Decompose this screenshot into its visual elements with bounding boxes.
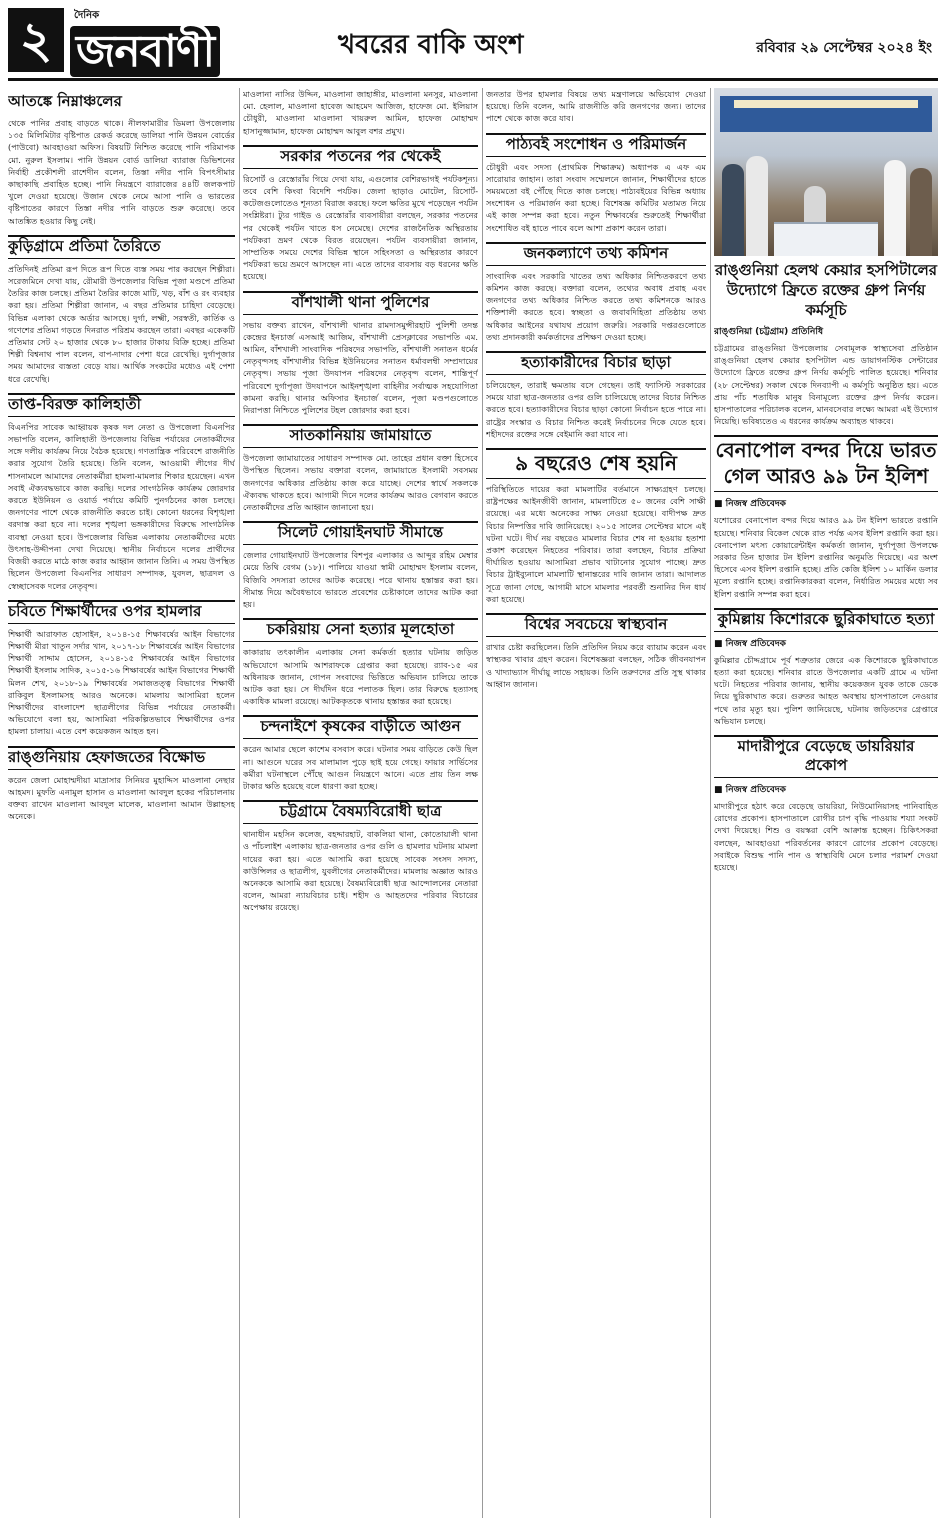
article-body: পরিস্থিতিতে দায়ের করা মামলাটির বর্তমানে সাক্ষ্যগ্রহণ চলছে। রাষ্ট্রপক্ষের আইনজীবী জানান, মামলাটিতে ৫০ জনের বেশি সাক্ষী রয়েছে। এর মধ্যে অনেকের সাক্ষ্য নেওয়া হয়েছে। বাদীপক্ষ দ্রুত বিচার নিষ্পত্তির দাবি জানিয়েছে। ২০১৫ সালের সেপ্টেম্বর মাসে এই ঘটনা ঘটে। দীর্ঘ নয় বছরেও মামলার বিচার শেষ না হওয়ায় হতাশা প্রকাশ করেছেন নিহতের পরিবার। তারা বলছেন, বিচার প্রক্রিয়া দীর্ঘায়িত হওয়ায় আসামিরা প্রভাব খাটানোর সুযোগ পাচ্ছে। দ্রুত বিচার ট্রাইব্যুনালে মামলাটি স্থানান্তরের দাবি জানান তারা। আদালত সূত্রে জানা গেছে, আগামী মাসে মামলার পরবর্তী শুনানির দিন ধার্য করা হয়েছে। [486, 484, 706, 604]
article-body: সভায় বক্তব্য রাখেন, বাঁশখালী থানার রামদাসমুন্সীরহাট পুলিশী তদন্ত কেন্দ্রের ইনচার্জ এসআই আজিম, বাঁশখালী প্রেসক্লাবের সভাপতি এম. আমিন, বাঁশখালী সাংবাদিক পরিষদের সভাপতি, বাঁশখালী সনাতন ধর্মের নেতৃবৃন্দসহ বাঁশখালীর বিভিন্ন ইউনিয়নের সনাতন ধর্মাবলম্বী সম্প্রদায়ের নেতৃবৃন্দ। সভায় পূজা উদযাপন পরিষদের নেতৃবৃন্দ বলেন, শান্তিপূর্ণ পরিবেশে দুর্গাপূজা উদযাপনে আইনশৃঙ্খলা বাহিনীর সর্বাত্মক সহযোগিতা কামনা করছি। থানার অফিসার ইনচার্জ বলেন, পূজা মণ্ডপগুলোতে নিরাপত্তা নিশ্চিতে পুলিশের টহল জোরদার করা হবে। [243, 319, 478, 416]
column-4 [714, 88, 938, 1520]
article [8, 393, 235, 592]
article-body: জেলার গোয়াইনঘাট উপজেলার বিশপুর এলাকার ও আব্দুর রহিম মেম্বার মেয়ে তিথি বেগম (১৮)। পালিয়ে যাওয়া স্বামী মোহাম্মদ ইসলাম বলেন, বিজিবি সদস্যরা তাদের আটক করেছে। পরে থানায় হস্তান্তর করা হয়। সীমান্ত দিয়ে অবৈধভাবে ভারতে প্রবেশের চেষ্টাকালে তাদের আটক করা হয়। [243, 550, 478, 610]
article-body: বিএনপির সাবেক আহ্বায়ক কৃষক দল নেতা ও উপজেলা বিএনপির সভাপতি বলেন, কালিহাতী উপজেলায় বিভিন্ন পর্যায়ের নেতাকর্মীদের সঙ্গে দলীয় কার্যক্রম নিয়ে বৈঠক হয়েছে। গণতান্ত্রিক পরিবেশে রাজনীতি করার সুযোগ তৈরি হয়েছে। তিনি বলেন, আওয়ামী লীগের দীর্ঘ শাসনামলে আমাদের নেতাকর্মীরা হামলা-মামলার শিকার হয়েছেন। এখন সবাই ঐক্যবদ্ধভাবে কাজ করছি। দলের সাংগঠনিক কার্যক্রম জোরদার করতে ইউনিয়ন ও ওয়ার্ড পর্যায়ে কমিটি পুনর্গঠনের কাজ চলছে। জনগণের পাশে থেকে রাজনীতি করতে চাই। কোনো ধরনের বিশৃঙ্খলা বরদাস্ত করা হবে না। দলের শৃঙ্খলা ভঙ্গকারীদের বিরুদ্ধে সাংগঠনিক ব্যবস্থা নেওয়া হবে। উপজেলার বিভিন্ন এলাকায় নেতাকর্মীদের মধ্যে উৎসাহ-উদ্দীপনা দেখা দিয়েছে। স্থানীয় নির্বাচনে দলের প্রার্থীদের বিজয়ী করতে মাঠে কাজ করার আহ্বান জানান তিনি। এ সময় উপস্থিত ছিলেন উপজেলা বিএনপির সাধারণ সম্পাদক, যুবদল, ছাত্রদল ও স্বেচ্ছাসেবক দলের নেতৃবৃন্দ। [8, 421, 235, 591]
article-title: কুড়িগ্রামে প্রতিমা তৈরিতে [8, 235, 235, 259]
article [243, 145, 478, 283]
article-title: চট্টগ্রামে বৈষম্যবিরোধী ছাত্র [243, 800, 478, 824]
article-title: পাঠ্যবই সংশোধন ও পরিমার্জন [486, 133, 706, 157]
article-body: করেন জেলা মোহাম্মদীয়া মাদ্রাসার সিনিয়র মুহাদ্দিস মাওলানা নেছার আহমদ। মুফতি এনামুল হাসান ও মাওলানা আবদুল হকের পরিচালনায় বক্তব্য রাখেন মাওলানা আবদুল মালেক, মাওলানা আমান উল্লাহসহ অনেকে। [8, 774, 235, 822]
article-title: মাদারীপুরে বেড়েছে ডায়রিয়ার প্রকোপ [714, 735, 938, 778]
article [8, 92, 235, 227]
article [243, 800, 478, 913]
column-2 [243, 88, 478, 1520]
news-photo [714, 88, 938, 256]
article-body: চৌধুরী এবং সদস্য (প্রাথমিক শিক্ষাক্রম) অধ্যাপক এ এফ এম সারোয়ার জাহান। তারা সংবাদ সম্মেলনে জানান, শিক্ষার্থীদের হাতে সময়মতো বই পৌঁছে দিতে কাজ চলছে। পাঠ্যবইয়ের বিভিন্ন অধ্যায় সংশোধন ও পরিমার্জন করা হচ্ছে। বিশেষজ্ঞ কমিটির মতামত নিয়ে এই কাজ সম্পন্ন করা হবে। নতুন শিক্ষাবর্ষের শুরুতেই শিক্ষার্থীরা সংশোধিত বই হাতে পাবে বলে আশা প্রকাশ করেন তারা। [486, 161, 706, 233]
article-body: কাকারায় তৎকালীন এলাকায় সেনা কর্মকর্তা হত্যার ঘটনায় জড়িত অভিযোগে আসামি আশরাফকে গ্রেপ্তার করা হয়েছে। র‍্যাব-১৫ এর অধিনায়ক জানান, গোপন সংবাদের ভিত্তিতে অভিযান চালিয়ে তাকে আটক করা হয়। সে দীর্ঘদিন ধরে পলাতক ছিল। তার বিরুদ্ধে হত্যাসহ একাধিক মামলা রয়েছে। আটককৃতকে থানায় হস্তান্তর করা হয়েছে। [243, 647, 478, 707]
article [486, 351, 706, 440]
column-3 [486, 88, 706, 1520]
photo-caption: রাঙ্গুনিয়া হেলথ কেয়ার হসপিটালের উদ্যোগে ফ্রিতে রক্তের গ্রুপ নির্ণয় কর্মসূচি [714, 261, 938, 319]
article-title: আতঙ্কে নিম্নাঞ্চলের [8, 92, 122, 110]
dateline: রবিবার ২৯ সেপ্টেম্বর ২০২৪ ইং [756, 40, 932, 56]
byline: ■ নিজস্ব প্রতিবেদক [714, 638, 786, 649]
article [714, 435, 938, 599]
article [243, 521, 478, 610]
article [486, 133, 706, 234]
article [8, 235, 235, 385]
article [243, 424, 478, 513]
photo-banner-stripe [734, 100, 918, 108]
article [243, 291, 478, 417]
section-title: খবরের বাকি অংশ [338, 30, 524, 60]
column-1 [8, 88, 235, 1520]
article-body: চলিয়েছেন, তারাই ক্ষমতায় বসে গেছেন। তাই ফ্যাসিস্ট সরকারের সময়ে যারা ছাত্র-জনতার ওপর গুলি চালিয়েছে তাদের বিচার নিশ্চিত করতে হবে। হত্যাকারীদের বিচার ছাড়া কোনো নির্বাচন হতে পারে না। রাষ্ট্রের সংস্কার ও বিচার নিশ্চিত করেই নির্বাচনের দিকে যেতে হবে। শহীদদের রক্তের সঙ্গে বেইমানি করা যাবে না। [486, 380, 706, 439]
article-body: চট্টগ্রামের রাঙ্গুনিয়া উপজেলায় সেবামূলক স্বাস্থ্যসেবা প্রতিষ্ঠান রাঙ্গুনিয়া হেলথ কেয়ার হসপিটাল এন্ড ডায়াগনস্টিক সেন্টারের উদ্যোগে ফ্রিতে রক্তের গ্রুপ নির্ণয় কর্মসূচি পালিত হয়েছে। শনিবার (২৮ সেপ্টেম্বর) সকাল থেকে দিনব্যাপী এ কর্মসূচি অনুষ্ঠিত হয়। এতে প্রায় পাঁচ শতাধিক মানুষ বিনামূল্যে রক্তের গ্রুপ নির্ণয় করেন। হাসপাতালের পরিচালক বলেন, মানবসেবার লক্ষ্যে আমরা এই উদ্যোগ নিয়েছি। ভবিষ্যতেও এ ধরনের কার্যক্রম অব্যাহত থাকবে। [714, 343, 938, 427]
article-title: চকরিয়ায় সেনা হত্যার মূলহোতা [243, 618, 478, 642]
article [486, 88, 706, 125]
article-title: চন্দনাইশে কৃষকের বাড়ীতে আগুন [243, 715, 478, 739]
logo-text: জনবাণী [70, 26, 220, 77]
article [486, 242, 706, 343]
page-number: ২ [8, 8, 64, 72]
column-divider [710, 88, 711, 1518]
article-title: তাপ্ত-বিরক্ত কালিহাতী [8, 393, 235, 417]
article-body: করেন আমার ছেলে কাশেম বসবাস করে। ঘটনার সময় বাড়িতে কেউ ছিল না। আগুনে ঘরের সব মালামাল পুড়ে ছাই হয়ে গেছে। ফায়ার সার্ভিসের কর্মীরা ঘটনাস্থলে পৌঁছে আগুন নিয়ন্ত্রণে আনে। এতে প্রায় তিন লক্ষ টাকার ক্ষতি হয়েছে বলে ধারণা করা হচ্ছে। [243, 744, 478, 791]
photo-person [910, 168, 932, 256]
article [243, 715, 478, 792]
article-body: যশোরের বেনাপোল বন্দর দিয়ে আরও ৯৯ টন ইলিশ ভারতে রপ্তানি হয়েছে। শনিবার বিকেল থেকে রাত পর্যন্ত এসব ইলিশ রপ্তানি করা হয়। বেনাপোল মৎস্য কোয়ারেন্টাইন কর্মকর্তা জানান, দুর্গাপূজা উপলক্ষে সরকার তিন হাজার টন ইলিশ রপ্তানির অনুমতি দিয়েছে। এর অংশ হিসেবে এসব ইলিশ রপ্তানি হচ্ছে। প্রতি কেজি ইলিশ ১০ মার্কিন ডলার মূল্যে রপ্তানি হচ্ছে। রপ্তানিকারকরা বলেন, নির্ধারিত সময়ের মধ্যে সব ইলিশ রপ্তানি সম্পন্ন করা হবে। [714, 515, 938, 599]
article [486, 613, 706, 690]
article [486, 448, 706, 605]
article-title: রাঙ্গুনিয়ায় হেফাজতের বিক্ষোভ [8, 746, 235, 770]
article-title: সরকার পতনের পর থেকেই [243, 145, 478, 169]
byline: ■ নিজস্ব প্রতিবেদক [714, 499, 786, 510]
article-body: প্রতিদিনই প্রতিমা রূপ দিতে রূপ দিতে ব্যস্ত সময় পার করছেন শিল্পীরা। সরেজমিনে দেখা যায়, রৌমারী উপজেলার বিভিন্ন পূজা মণ্ডপে প্রতিমা তৈরির কাজ চলছে। প্রতিমা তৈরির কাজে মাটি, খড়, বাঁশ ও রং ব্যবহার করা হয়। প্রতিমা শিল্পীরা জানান, এ বছর প্রতিমার চাহিদা বেড়েছে। বিভিন্ন এলাকা থেকে অর্ডার আসছে। দুর্গা, লক্ষ্মী, সরস্বতী, কার্তিক ও গণেশের প্রতিমা গড়তে দিনরাত পরিশ্রম করছেন তারা। এবছর একেকটি প্রতিমার সেট ২০ হাজার থেকে ৮০ হাজার টাকায় বিক্রি হচ্ছে। প্রতিমা শিল্পী বিশ্বনাথ পাল বলেন, বাপ-দাদার পেশা ধরে রেখেছি। দুর্গাপূজার সময় আমাদের ব্যস্ততা বেড়ে যায়। আর্থিক সংকটের মধ্যেও এই পেশা ধরে রেখেছি। [8, 263, 235, 384]
masthead-rule [8, 78, 938, 81]
article-body: রিসোর্ট ও রেস্তোরাঁয় গিয়ে দেখা যায়, এগুলোর বেশিরভাগই পর্যটকশূন্য। তবে বেশি কিংবা বিদেশি পর্যটক। জেলা ছাড়াও মোটেল, রিসোর্ট-কটেজগুলোতেও শূন্যতা বিরাজ করছে। ফলে ক্ষতির মুখে পড়েছেন পর্যটন সংশ্লিষ্টরা। ট্যুর গাইড ও রেস্তোরাঁর ব্যবসায়ীরা বলছেন, সরকার পতনের পর থেকেই পর্যটন খাতে ধস নেমেছে। দেশের রাজনৈতিক অস্থিরতায় পর্যটকরা ভ্রমণ থেকে বিরত রয়েছেন। পর্যটন ব্যবসায়ীরা জানান, সাম্প্রতিক সময়ে দেশের বিভিন্ন স্থানে সহিংসতা ও অস্থিরতার কারণে পর্যটকরা ভয়ে ভ্রমণে আসছেন না। এতে তাদের ব্যবসায় বড় ধরনের ক্ষতি হয়েছে। [243, 173, 478, 282]
article-body: মাওলানা নাসির উদ্দিন, মাওলানা জাহাঙ্গীর, মাওলানা মনসুর, মাওলানা মো. হেলাল, মাওলানা হাবেজ আহমেদ আজিজ, হাফেজ মো. ইলিয়াস চৌধুরী, মাওলানা মাওলানা খায়রুল আমিন, হাফেজ মোহাম্মদ হাসানুজ্জামান, হাফেজ মোহাম্মদ আবুল বশর প্রমুখ। [243, 89, 478, 136]
article-body: রাখার চেষ্টা করছিলেন। তিনি প্রতিদিন নিয়ম করে ব্যায়াম করেন এবং স্বাস্থ্যকর খাবার গ্রহণ করেন। বিশেষজ্ঞরা বলছেন, সঠিক জীবনযাপন ও খাদ্যাভ্যাস দীর্ঘায়ু লাভে সহায়ক। তিনি তরুণদের প্রতি সুস্থ থাকার আহ্বান জানান। [486, 642, 706, 689]
article-body: থেকে পানির প্রবাহ বাড়তে থাকে। নীলফামারীর ডিমলা উপজেলায় ১৩৫ মিলিমিটার বৃষ্টিপাত রেকর্ড করেছে ডালিয়া পানি উন্নয়ন বোর্ডের (পাউবো) আবহাওয়া অফিস। বিষয়টি নিশ্চিত করেছে পানি পরিমাপক মো. নুরুল ইসলাম। পানি উন্নয়ন বোর্ড ডালিয়া ব্যারাজ ডিভিশনের নির্বাহী প্রকৌশলী রাশেদীন বলেন, তিস্তা নদীর পানি বিপৎসীমার কাছাকাছি প্রবাহিত হচ্ছে। পানি নিয়ন্ত্রণে ব্যারাজের ৪৪টি জলকপাট খুলে দেওয়া হয়েছে। উজান থেকে নেমে আসা পানি ও ভারতের বৃষ্টিপাতের কারণে তিস্তা নদীর পানি বাড়তে শুরু করেছে। তবে আতঙ্কিত হওয়ার কিছু নেই। [8, 118, 235, 226]
article-title: জনকল্যাণে তথ্য কমিশন [486, 242, 706, 266]
photo-table [774, 222, 878, 256]
byline: রাঙ্গুনিয়া (চট্টগ্রাম) প্রতিনিধি [714, 327, 823, 337]
article-title: হত্যাকারীদের বিচার ছাড়া [486, 351, 706, 375]
article-body: থানাধীন মহসিন কলেজ, বহদ্দারহাট, বাকলিয়া থানা, কোতোয়ালী থানা ও পাঁচলাইশ এলাকায় ছাত্র-জনতার ওপর গুলি ও হামলার ঘটনায় মামলা দায়ের করা হয়। এতে আসামি করা হয়েছে সাবেক সংসদ সদস্য, কাউন্সিলর ও ছাত্রলীগ, যুবলীগের নেতাকর্মীদের। মামলায় অজ্ঞাত আরও অনেককে আসামি করা হয়েছে। বৈষম্যবিরোধী ছাত্র আন্দোলনের নেতারা বলেন, আমরা ন্যায়বিচার চাই। শহীদ ও আহতদের পরিবার বিচারের অপেক্ষায় রয়েছে। [243, 829, 478, 913]
byline: ■ নিজস্ব প্রতিবেদক [714, 785, 786, 796]
article-title: সাতকানিয়ায় জামায়াতে [243, 424, 478, 448]
article-title: চবিতে শিক্ষার্থীদের ওপর হামলার [8, 600, 235, 624]
column-divider [239, 88, 240, 1518]
article-body: কুমিল্লার চৌদ্দগ্রামে পূর্ব শত্রুতার জেরে এক কিশোরকে ছুরিকাঘাতে হত্যা করা হয়েছে। শনিবার রাতে উপজেলার একটি গ্রামে এ ঘটনা ঘটে। নিহতের পরিবার জানায়, স্থানীয় কয়েকজন যুবক তাকে ডেকে নিয়ে ছুরিকাঘাত করে। গুরুতর আহত অবস্থায় হাসপাতালে নেওয়ার পথে তার মৃত্যু হয়। পুলিশ জানিয়েছে, ঘটনায় জড়িতদের গ্রেপ্তারে অভিযান চলছে। [714, 654, 938, 726]
article [243, 618, 478, 707]
article-title: বেনাপোল বন্দর দিয়ে ভারত গেল আরও ৯৯ টন ইলিশ [714, 435, 938, 492]
article-title: বাঁশখালী থানা পুলিশের [243, 291, 478, 315]
article [714, 735, 938, 873]
article [714, 324, 938, 427]
article-body: সাংবাদিক এবং সরকারি খাতের তথ্য অধিকার নিশ্চিতকরণে তথ্য কমিশন কাজ করছে। বক্তারা বলেন, তথ্যের অবাধ প্রবাহ এবং জনগণের তথ্য অধিকার নিশ্চিত করতে তথ্য কমিশনকে আরও শক্তিশালী করতে হবে। স্বচ্ছতা ও জবাবদিহিতা প্রতিষ্ঠায় তথ্য অধিকার আইনের যথাযথ প্রয়োগ জরুরি। সরকারি দপ্তরগুলোতে তথ্য প্রদানকারী কর্মকর্তাদের প্রশিক্ষণ দেওয়া হচ্ছে। [486, 270, 706, 342]
article-body: মাদারীপুরে হঠাৎ করে বেড়েছে ডায়রিয়া, নিউমোনিয়াসহ পানিবাহিত রোগের প্রকোপ। হাসপাতালে রোগীর চাপ বৃদ্ধি পাওয়ায় শয্যা সংকট দেখা দিয়েছে। শিশু ও বয়স্করা বেশি আক্রান্ত হচ্ছেন। চিকিৎসকরা বলছেন, আবহাওয়া পরিবর্তনের কারণে রোগের প্রকোপ বেড়েছে। সবাইকে বিশুদ্ধ পানি পান ও স্বাস্থ্যবিধি মেনে চলার পরামর্শ দেওয়া হয়েছে। [714, 801, 938, 873]
article-body: উপজেলা জামায়াতের সাধারণ সম্পাদক মো. তাহের প্রধান বক্তা হিসেবে উপস্থিত ছিলেন। সভায় বক্তারা বলেন, জামায়াতে ইসলামী সবসময় জনগণের অধিকার প্রতিষ্ঠায় কাজ করে যাচ্ছে। দেশের স্বার্থে সকলকে ঐক্যবদ্ধ থাকতে হবে। আগামী দিনে দলের কার্যক্রম আরও বেগবান করতে নেতাকর্মীদের প্রতি আহ্বান জানানো হয়। [243, 453, 478, 513]
column-divider [482, 88, 483, 1518]
article [8, 600, 235, 738]
article [714, 608, 938, 727]
logo-prefix: দৈনিক [74, 10, 100, 21]
photo-person [746, 156, 768, 256]
article-body: শিক্ষার্থী আরাফাত হোসাইন, ২০১৪-১৫ শিক্ষাবর্ষের আইন বিভাগের শিক্ষার্থী মীরা খাতুন সর্দার খান, ২০১৭-১৮ শিক্ষাবর্ষের আইন বিভাগের শিক্ষার্থী সাদ্দাম হোসেন, ২০১৪-১৫ শিক্ষাবর্ষের আইন বিভাগের শিক্ষার্থী ইসলাম সাদিক, ২০১৫-১৬ শিক্ষাবর্ষের আইন বিভাগের শিক্ষার্থী মিলন শেখ, ২০১৮-১৯ শিক্ষাবর্ষের সমাজতত্ত্ব বিভাগের শিক্ষার্থী রাকিবুল ইসলামসহ আরও অনেকে। মামলায় আসামিরা হলেন শিক্ষার্থীদের বাংলাদেশ ছাত্রলীগের বিভিন্ন পর্যায়ের নেতাকর্মী। অভিযোগে বলা হয়, আসামিরা পরিকল্পিতভাবে শিক্ষার্থীদের ওপর হামলা চালায়। এতে বেশ কয়েকজন আহত হন। [8, 628, 235, 737]
article-body: জনতার উপর হামলার বিষয়ে তথ্য মন্ত্রণালয়ে অভিযোগ দেওয়া হয়েছে। তিনি বলেন, আমি রাজনীতি করি জনগণের জন্য। তাদের পাশে থেকে কাজ করে যাব। [486, 89, 706, 124]
article-title: কুমিল্লায় কিশোরকে ছুরিকাঘাতে হত্যা [714, 608, 938, 632]
article [8, 746, 235, 823]
masthead [8, 6, 938, 80]
article-title: বিশ্বের সবচেয়ে স্বাস্থ্যবান [486, 613, 706, 637]
photo-person [884, 160, 906, 256]
article-title: সিলেট গোয়াইনঘাট সীমান্তে [243, 521, 478, 545]
photo-person [722, 164, 744, 256]
article [243, 88, 478, 137]
article-title: ৯ বছরেও শেষ হয়নি [486, 448, 706, 479]
